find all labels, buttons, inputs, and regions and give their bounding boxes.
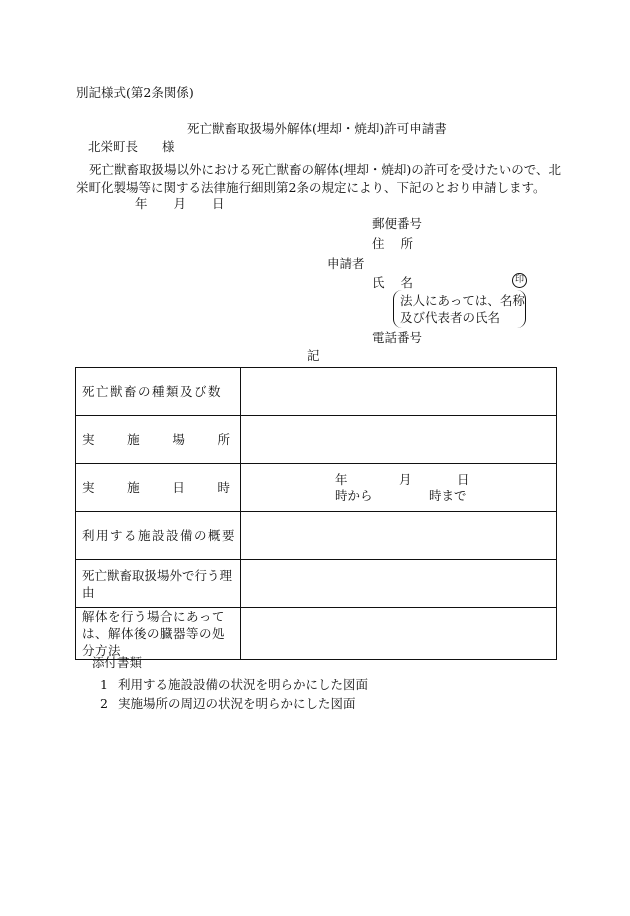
facility-label-text: 利用する施設設備の概要 (82, 528, 237, 543)
body-text: 死亡獣畜取扱場以外における死亡獣畜の解体(埋却・焼却)の許可を受けたいので、北栄町化製場等に関する法律施行細則第2条の規定により、下記のとおり申請します。 (76, 162, 562, 195)
location-char: 場 (172, 432, 185, 447)
table-row (76, 464, 557, 512)
table-row (76, 368, 557, 416)
seal-mark: 印 (512, 273, 527, 288)
addressee-honorific: 様 (162, 139, 175, 154)
attachments-heading: 添付書類 (92, 655, 143, 670)
table-row (76, 512, 557, 560)
table-row (76, 608, 557, 660)
table-row (76, 560, 557, 608)
location-field[interactable] (241, 416, 557, 464)
location-char: 実 (82, 432, 95, 447)
animal-type-label-text: 死亡獣畜の種類及び数 (82, 384, 223, 399)
attachment-text: 実施場所の周辺の状況を明らかにした図面 (118, 696, 356, 711)
attachment-text: 利用する施設設備の状況を明らかにした図面 (118, 677, 369, 692)
application-date: 年 月 日 (135, 196, 225, 211)
reason-label-text: 死亡獣畜取扱場外で行う理由 (82, 567, 233, 600)
datetime-char: 実 (82, 480, 95, 495)
animal-type-field[interactable] (241, 368, 557, 416)
month-label: 月 (399, 472, 412, 487)
corporate-note-line1: 法人にあっては、名称 (400, 293, 525, 308)
table-row (76, 416, 557, 464)
animal-type-label (76, 368, 241, 416)
addressee-name: 北栄町長 (88, 139, 139, 154)
corporate-note-line2: 及び代表者の氏名 (400, 310, 501, 325)
datetime-field[interactable] (241, 464, 557, 512)
attachment-number: 1 (100, 677, 108, 692)
from-time-label: 時から (335, 488, 373, 503)
reason-field[interactable] (241, 560, 557, 608)
address-label: 住所 (372, 236, 430, 251)
ki-heading: 記 (307, 348, 320, 363)
location-char: 施 (127, 432, 140, 447)
location-label (76, 416, 241, 464)
corporate-note (393, 290, 526, 328)
facility-field[interactable] (241, 512, 557, 560)
datetime-char: 施 (127, 480, 140, 495)
form-title: 死亡獣畜取扱場外解体(埋却・焼却)許可申請書 (187, 121, 447, 136)
facility-label (76, 512, 241, 560)
datetime-char: 時 (217, 480, 230, 495)
datetime-char: 日 (172, 480, 185, 495)
disposal-label-text: 解体を行う場合にあっては、解体後の臓器等の処分方法 (82, 609, 226, 658)
attachment-item (100, 698, 356, 711)
phone-label: 電話番号 (372, 330, 423, 345)
reason-label (76, 560, 241, 608)
disposal-field[interactable] (241, 608, 557, 660)
attachment-item (100, 679, 368, 692)
disposal-label (76, 608, 241, 660)
year-label: 年 (335, 472, 348, 487)
applicant-label: 申請者 (327, 256, 365, 271)
details-table (75, 367, 557, 660)
location-char: 所 (217, 432, 230, 447)
form-type-label: 別記様式(第2条関係) (76, 85, 194, 100)
addressee (88, 141, 175, 154)
datetime-label (76, 464, 241, 512)
name-label: 氏名 (372, 275, 430, 290)
postal-code-label: 郵便番号 (372, 216, 423, 231)
attachment-number: 2 (100, 696, 108, 711)
to-time-label: 時まで (429, 488, 467, 503)
day-label: 日 (457, 472, 470, 487)
